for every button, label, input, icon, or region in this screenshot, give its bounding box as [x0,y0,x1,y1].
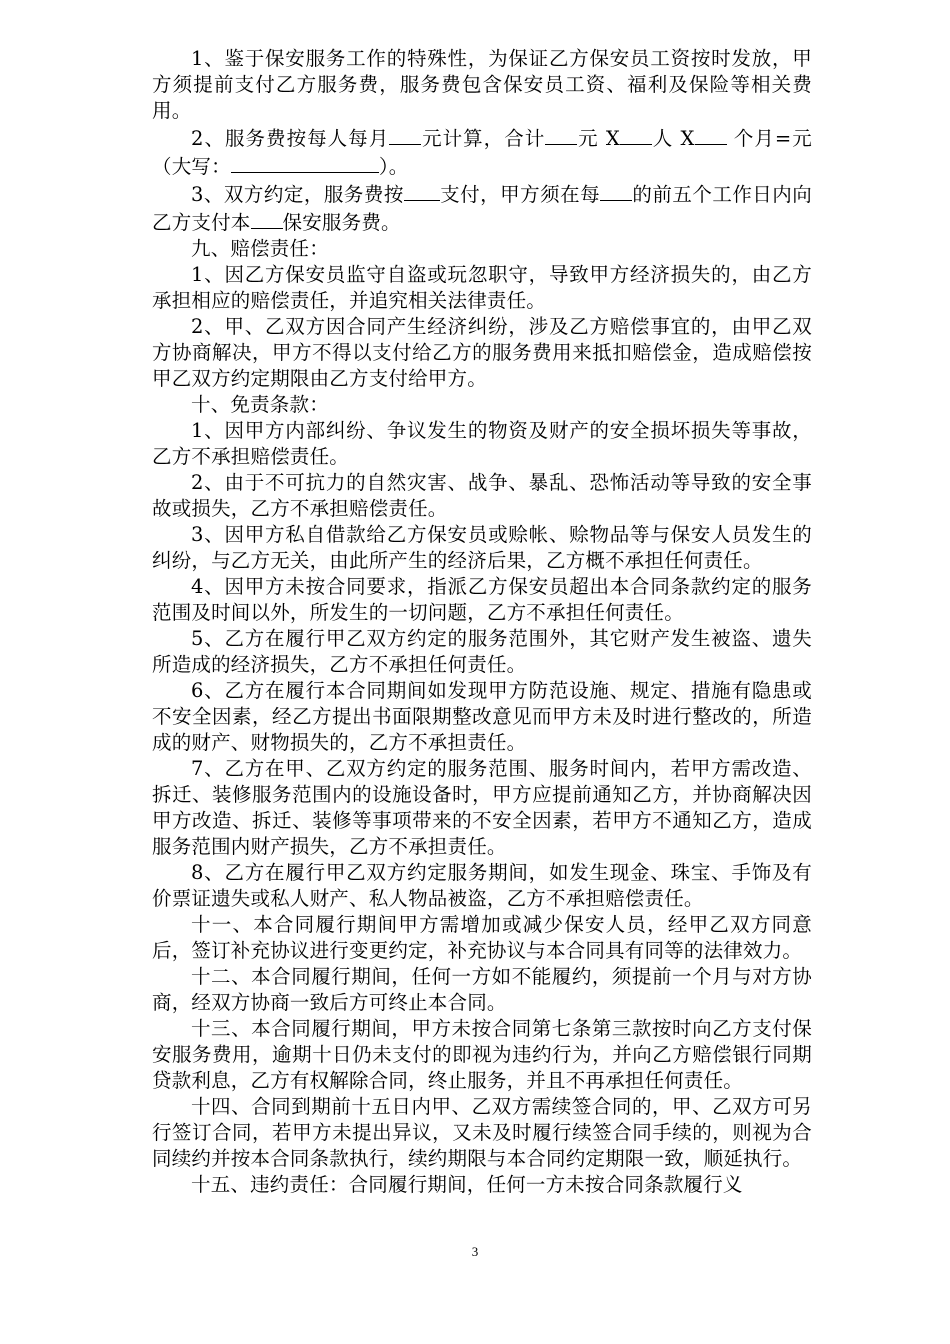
text-segment: ）。 [378,155,409,178]
document-page [152,46,812,1198]
fill-blank-amount-in-words[interactable] [231,152,379,173]
paragraph-payment-advance: 1、鉴于保安服务工作的特殊性，为保证乙方保安员工资按时发放，甲方须提前支付乙方服务费，服务费包含保安员工资、福利及保险等相关费用。 [152,47,812,122]
text-segment: 2、服务费按每人每月 [191,127,390,150]
text-segment: 个月=元（大写： [152,127,813,178]
fill-blank-month-count[interactable] [695,124,727,145]
text-segment: 3、双方约定，服务费按 [191,183,404,206]
paragraph-article-15: 十五、违约责任：合同履行期间，任何一方未按合同条款履行义 [191,1173,743,1196]
paragraph-clause: 4、因甲方未按合同要求，指派乙方保安员超出本合同条款约定的服务范围及时间以外，所发生的一切问题，乙方不承担任何责任。 [152,575,812,624]
paragraph-article-12: 十二、本合同履行期间，任何一方如不能履约，须提前一个月与对方协商，经双方协商一致后方可终止本合同。 [152,965,812,1014]
fill-blank-payment-unit[interactable] [251,208,283,229]
section-heading-compensation: 九、赔偿责任： [191,237,329,260]
page-number: 3 [471,1244,479,1259]
text-segment: 保安服务费。 [282,211,401,234]
fill-blank-total-fee[interactable] [545,124,577,145]
paragraph-clause: 2、由于不可抗力的自然灾害、战争、暴乱、恐怖活动等导致的安全事故或损失，乙方不承担赔偿责任。 [152,471,812,520]
text-segment: 元计算，合计 [421,127,546,150]
paragraph-fee-calculation [152,124,812,180]
fill-blank-payment-cycle[interactable] [600,180,632,201]
paragraph-article-11: 十一、本合同履行期间甲方需增加或减少保安人员，经甲乙双方同意后，签订补充协议进行变更约定，补充协议与本合同具有同等的法律效力。 [152,913,812,962]
fill-blank-person-count[interactable] [620,124,652,145]
paragraph-clause: 1、因乙方保安员监守自盗或玩忽职守，导致甲方经济损失的，由乙方承担相应的赔偿责任，并追究相关法律责任。 [152,263,812,312]
paragraph-clause: 8、乙方在履行甲乙双方约定服务期间，如发生现金、珠宝、手饰及有价票证遗失或私人财产、私人物品被盗，乙方不承担赔偿责任。 [152,861,812,910]
text-segment: 支付，甲方须在每 [439,183,601,206]
text-segment: 的前五个工作日内向乙方支付本 [152,183,812,234]
paragraph-payment-schedule [152,180,812,236]
paragraph-clause: 7、乙方在甲、乙双方约定的服务范围、服务时间内，若甲方需改造、拆迁、装修服务范围内的设施设备时，甲方应提前通知乙方，并协商解决因甲方改造、拆迁、装修等事项带来的不安全因素，若甲方不通知乙方，造成服务范围内财产损失，乙方不承担责任。 [152,757,812,858]
fill-blank-payment-period[interactable] [404,180,440,201]
paragraph-clause: 2、甲、乙双方因合同产生经济纠纷，涉及乙方赔偿事宜的，由甲乙双方协商解决，甲方不得以支付给乙方的服务费用来抵扣赔偿金，造成赔偿按甲乙双方约定期限由乙方支付给甲方。 [152,315,812,390]
paragraph-clause: 1、因甲方内部纠纷、争议发生的物资及财产的安全损坏损失等事故，乙方不承担赔偿责任。 [152,419,812,468]
paragraph-clause: 6、乙方在履行本合同期间如发现甲方防范设施、规定、措施有隐患或不安全因素，经乙方提出书面限期整改意见而甲方未及时进行整改的，所造成的财产、财物损失的，乙方不承担责任。 [152,679,812,754]
paragraph-article-13: 十三、本合同履行期间，甲方未按合同第七条第三款按时向乙方支付保安服务费用，逾期十日仍未支付的即视为违约行为，并向乙方赔偿银行同期贷款利息，乙方有权解除合同，终止服务，并且不再承担任何责任。 [152,1017,812,1092]
paragraph-clause: 5、乙方在履行甲乙双方约定的服务范围外，其它财产发生被盗、遗失所造成的经济损失，乙方不承担任何责任。 [152,627,812,676]
text-segment: 人 X [651,127,695,150]
paragraph-clause: 3、因甲方私自借款给乙方保安员或赊帐、赊物品等与保安人员发生的纠纷，与乙方无关，由此所产生的经济后果，乙方概不承担任何责任。 [152,523,812,572]
text-segment: 元 X [577,127,620,150]
paragraph-article-14: 十四、合同到期前十五日内甲、乙双方需续签合同的，甲、乙双方可另行签订合同，若甲方未提出异议，又未及时履行续签合同手续的，则视为合同续约并按本合同条款执行，续约期限与本合同约定期限一致，顺延执行。 [152,1095,812,1170]
section-heading-exemption: 十、免责条款： [191,393,329,416]
fill-blank-monthly-fee[interactable] [389,124,421,145]
